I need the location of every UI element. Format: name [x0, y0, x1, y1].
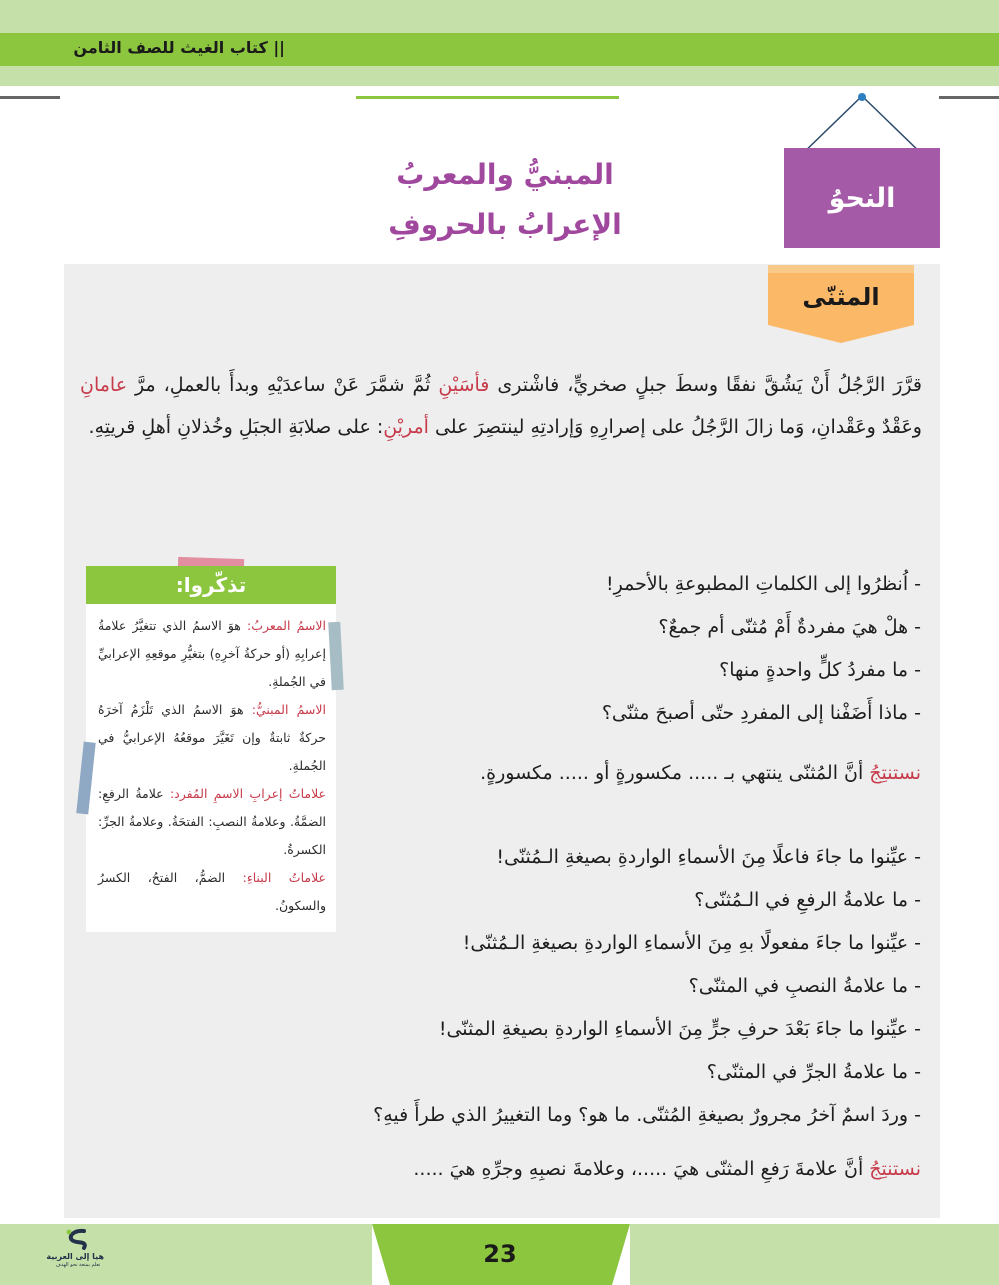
remember-term: علاماتُ إعرابِ الاسمِ المُفرد:: [169, 786, 326, 801]
lesson-title-line1: المبنيُّ والمعربُ: [396, 158, 614, 191]
logo-subtitle: تعلم بمتعة نحو الهدف: [55, 1262, 101, 1268]
passage-text-3: وعَقْدٌ وعَقْدانِ، وَما زالَ الرَّجُلُ على إصرارِهِ وَإرادتِهِ لينتصِرَ على: [428, 416, 922, 438]
remember-term: علاماتُ البناءِ:: [242, 870, 326, 885]
question-item: - هلْ هيَ مفردةٌ أَمْ مُثنّى أم جمعٌ؟: [658, 616, 921, 638]
topic-badge: [768, 265, 914, 343]
conclusion-label: نستنتِجُ: [869, 762, 921, 784]
lesson-title-line2: الإعرابُ بالحروفِ: [388, 208, 622, 241]
conclusion-1: [480, 762, 921, 784]
question-item: - عيِّنوا ما جاءَ مفعولًا بهِ مِنَ الأسماءِ الواردةِ بصيغةِ الـمُثنّى!: [462, 932, 921, 954]
remember-text: الضمُّ، الفتحُ، الكسرُ والسكونُ.: [98, 870, 326, 913]
question-item: - عيِّنوا ما جاءَ بَعْدَ حرفِ جرٍّ مِنَ الأسماءِ الواردةِ بصيغةِ المثنّى!: [438, 1018, 921, 1040]
remember-body: [86, 604, 336, 932]
passage-text-2: ثُمَّ شمَّرَ عَنْ ساعدَيْهِ وبدأَ بالعملِ، مرَّ: [127, 374, 439, 396]
question-item: - وردَ اسمٌ آخرُ مجرورٌ بصيغةِ المُثنّى. ما هو؟ وما التغييرُ الذي طرأَ فيهِ؟: [373, 1104, 921, 1126]
question-item: - ما علامةُ الجرِّ في المثنّى؟: [706, 1061, 921, 1083]
divider-right: [939, 96, 999, 99]
topic-badge-label: المثنّى: [802, 283, 880, 311]
header-band-top: [0, 0, 999, 33]
remember-term: الاسمُ المبنيُّ:: [251, 702, 326, 717]
section-sign: النحوُ: [784, 148, 940, 248]
header-band-bottom: [0, 66, 999, 86]
reading-passage: [80, 364, 922, 448]
lesson-title: [330, 150, 680, 250]
question-item: - ما مفردُ كلٍّ واحدةٍ منها؟: [719, 659, 921, 681]
passage-text-1: قرَّرَ الرَّجُلُ أَنْ يَشُقَّ نفقًا وسطَ جبلٍ صخريٍّ، فاشْترى: [489, 374, 922, 396]
questions-list-1: [602, 563, 921, 735]
logo-icon: [62, 1228, 94, 1252]
questions-list-2: [373, 836, 921, 1137]
question-item: - اُنظرُوا إلى الكلماتِ المطبوعةِ بالأحمرِ!: [605, 573, 921, 595]
remember-title: تذكّروا:: [86, 566, 336, 604]
remember-item: [98, 864, 326, 920]
conclusion-text: أنَّ علامةَ رَفعِ المثنّى هيَ .....، وعلامةَ نصبِهِ وجرِّهِ هيَ .....: [413, 1158, 870, 1180]
conclusion-label: نستنتِجُ: [869, 1158, 921, 1180]
remember-text: علامةُ الرفعِ: الضمَّةُ. وعلامةُ النصبِ: الفتحَةُ. وعلامةُ الجرِّ: الكسرةُ.: [98, 786, 326, 857]
book-title: || كتاب الغيث للصف الثامن: [73, 38, 285, 57]
question-item: - عيِّنوا ما جاءَ فاعلًا مِنَ الأسماءِ الواردةِ بصيغةِ الـمُثنّى!: [496, 846, 921, 868]
divider-middle: [356, 96, 619, 99]
publisher-logo: [46, 1228, 104, 1278]
highlight-word-3: أمريْنِ: [383, 416, 429, 438]
divider-left: [0, 96, 60, 99]
remember-item: [98, 780, 326, 864]
remember-item: [98, 696, 326, 780]
highlight-word-2: عامانِ: [80, 374, 128, 396]
remember-text: هوَ الاسمُ الذي تَلْزَمُ آخرَهُ حركةٌ ثابتةٌ وإن تَغَيَّرَ موقعُهُ الإعرابيُّ في الجُملةِ.: [98, 702, 326, 773]
question-item: - ماذا أَضَفْنا إلى المفردِ حتّى أصبحَ مثنّى؟: [601, 702, 921, 724]
highlight-word-1: فأسَيْنِ: [438, 374, 490, 396]
logo-text: هيا إلى العربية: [46, 1252, 104, 1261]
question-item: - ما علامةُ النصبِ في المثنّى؟: [688, 975, 921, 997]
conclusion-text: أنَّ المُثنّى ينتهي بـ ..... مكسورةٍ أو ..... مكسورةٍ.: [480, 762, 870, 784]
remember-box: [86, 566, 336, 932]
remember-item: [98, 612, 326, 696]
conclusion-2: [413, 1158, 921, 1180]
remember-text: هوَ الاسمُ الذي تتغيَّرُ علامةُ إعرابِهِ (أو حركةُ آخرِهِ) بتغيُّرِ موقعِهِ الإعرابيِّ في الجُملةِ.: [98, 618, 326, 689]
passage-text-4: : على صلابَةِ الجبَلِ وخُذلانِ أهلِ قريتِهِ.: [88, 416, 384, 438]
page-number: 23: [483, 1240, 517, 1268]
remember-term: الاسمُ المعربُ:: [247, 618, 326, 633]
question-item: - ما علامةُ الرفعِ في الـمُثنّى؟: [694, 889, 921, 911]
